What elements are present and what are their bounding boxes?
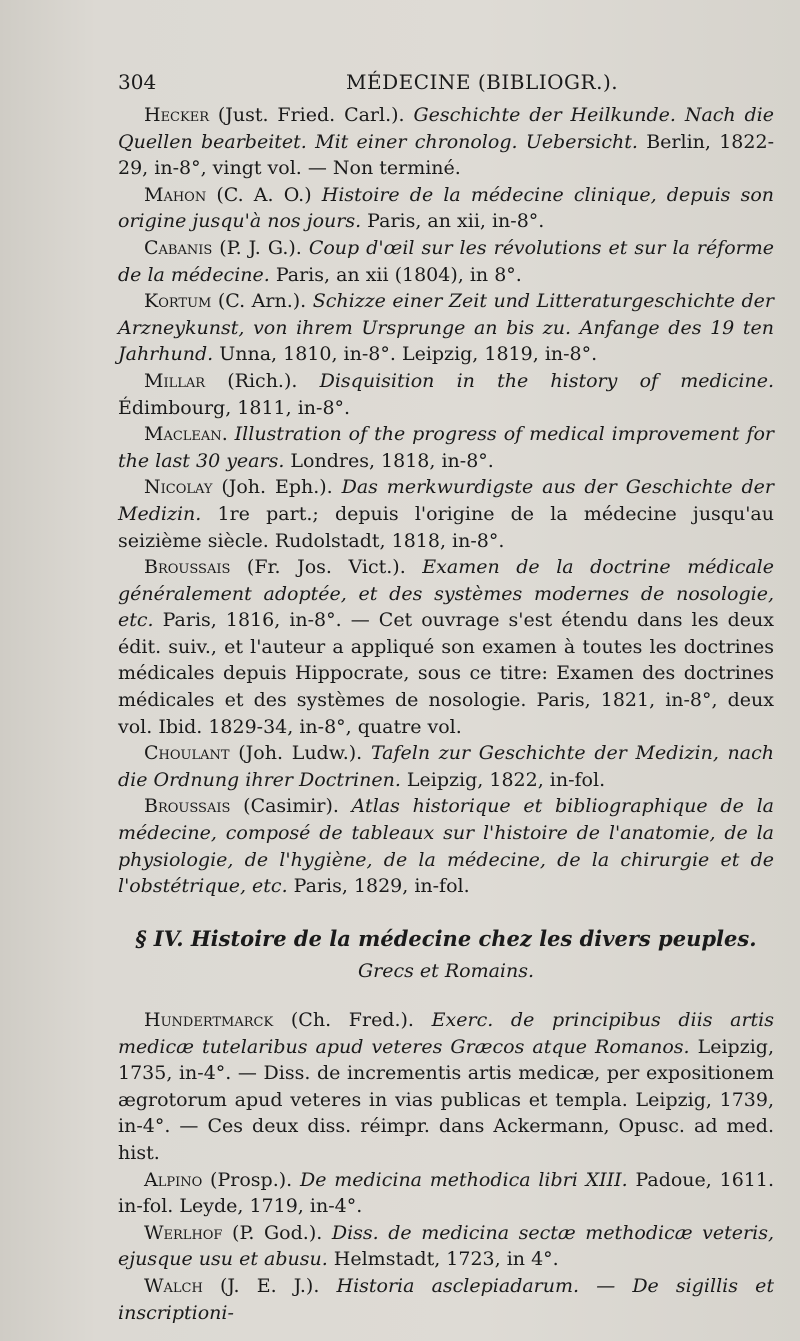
author-details: (Rich.). (205, 369, 320, 392)
page-header (118, 70, 768, 98)
page-number: 304 (118, 70, 157, 94)
author-details: (Fr. Jos. Vict.). (230, 556, 423, 579)
author-details: . (221, 423, 235, 446)
author-name: Kortum (144, 290, 212, 313)
work-title: Exerc. de principibus diis artis medicæ tutelaribus apud veteres Græcos atque Romanos. (118, 1009, 774, 1058)
bibliography-entry (118, 740, 774, 793)
publication-details: Berlin, 1822-29, in-8°, vingt vol. — Non terminé. (118, 130, 774, 180)
author-details: (Joh. Eph.). (212, 476, 342, 499)
author-details: (C. Arn.). (211, 290, 313, 313)
publication-details: Édimbourg, 1811, in-8°. (118, 396, 351, 419)
publication-details: 1re part.; depuis l'origine de la médecine jusqu'au seizième siècle. Rudolstadt, 1818, in-8°. (118, 502, 774, 552)
work-title: Diss. de medicina sectæ methodicæ veteris, ejusque usu et abusu. (118, 1221, 774, 1271)
publication-details: Leipzig, 1735, in-4°. — Diss. de incrementis artis medicæ, per expositionem ægrotorum apud veteres in vias publicas et templa. Leipzig, 1739, in-4°. — Ces deux diss. réimpr. dans Ackermann, Opusc. ad med. hist. (118, 1035, 774, 1164)
author-details: (Ch. Fred.). (273, 1009, 432, 1031)
publication-details: Leipzig, 1822, in-fol. (400, 768, 606, 791)
author-name: Choulant (144, 742, 230, 765)
entries-after (118, 1007, 774, 1326)
bibliography-entry (118, 474, 774, 554)
bibliography-entry (118, 368, 774, 421)
work-title: Tafeln zur Geschichte der Medizin, nach die Ordnung ihrer Doctrinen. (118, 742, 774, 791)
author-name: Hundertmarck (144, 1009, 274, 1031)
work-title: Geschichte der Heilkunde. Nach die Quellen bearbeitet. Mit einer chronolog. Uebersicht. (118, 104, 774, 153)
author-details: (P. J. G.). (212, 236, 309, 259)
bibliography-entry (118, 235, 774, 288)
bibliography-entry (118, 1007, 774, 1167)
author-name: Mahon (144, 183, 207, 206)
bibliography-entry (118, 554, 774, 740)
author-name: Walch (144, 1274, 203, 1297)
author-details: (Just. Fried. Carl.). (209, 104, 414, 126)
bibliography-entry (118, 793, 774, 899)
author-name: Nicolay (144, 476, 213, 499)
publication-details: Helmstadt, 1723, in 4°. (327, 1248, 559, 1271)
running-title: MÉDECINE (BIBLIOGR.). (346, 70, 619, 94)
bibliography-entry (118, 421, 774, 474)
work-title: Historia asclepiadarum. — De sigillis et inscriptioni- (118, 1274, 774, 1324)
publication-details: Londres, 1818, in-8°. (284, 449, 494, 472)
section-heading: § IV. Histoire de la médecine chez les divers peuples. (135, 925, 757, 951)
author-name: Maclean (144, 423, 222, 446)
work-title: Examen de la doctrine médicale généralement adoptée, et des systèmes modernes de nosologie, etc. (118, 556, 774, 632)
work-title: Das merkwurdigste aus der Geschichte der Medizin. (118, 476, 774, 525)
work-title: Illustration of the progress of medical improvement for the last 30 years. (118, 423, 774, 472)
author-name: Cabanis (144, 236, 213, 259)
author-name: Broussais (144, 556, 231, 579)
author-name: Millar (144, 369, 206, 392)
bibliography-entry (118, 1167, 774, 1220)
publication-details: Paris, an xii, in-8°. (361, 210, 545, 233)
author-name: Werlhof (144, 1221, 223, 1244)
publication-details: Paris, an xii (1804), in 8°. (269, 263, 522, 286)
author-details: (C. A. O.) (206, 183, 322, 206)
publication-details: Unna, 1810, in-8°. Leipzig, 1819, in-8°. (213, 343, 598, 366)
publication-details: Paris, 1829, in-fol. (287, 875, 470, 898)
author-details: (Joh. Ludw.). (229, 742, 371, 765)
work-title: De medicina methodica libri XIII. (299, 1168, 628, 1191)
author-details: (J. E. J.). (202, 1274, 337, 1297)
bibliography-entry (118, 1220, 774, 1273)
work-title: Atlas historique et bibliographique de la médecine, composé de tableaux sur l'histoire de l'anatomie, de la physiologie, de l'hygiène, de la médecine, de la chirurgie et de l'obstétrique, etc. (118, 795, 775, 898)
author-name: Hecker (144, 104, 209, 126)
bibliography-entry (118, 102, 774, 182)
author-details: (Prosp.). (202, 1168, 300, 1191)
author-name: Broussais (144, 795, 231, 818)
work-title: Histoire de la médecine clinique, depuis son origine jusqu'à nos jours. (118, 183, 774, 233)
work-title: Schizze einer Zeit und Litteraturgeschichte der Arzneykunst, von ihrem Ursprunge an bis zu. Anfange des 19 ten Jahrhund. (118, 290, 774, 366)
bibliography-entry (118, 182, 774, 235)
author-details: (Casimir). (230, 795, 352, 818)
bibliography-entry (118, 1273, 774, 1326)
work-title: Disquisition in the history of medicine. (319, 369, 774, 392)
work-title: Coup d'œil sur les révolutions et sur la réforme de la médecine. (118, 236, 775, 286)
entries-before (118, 102, 774, 900)
bibliography-entry (118, 288, 774, 368)
subsection-heading: Grecs et Romains. (357, 960, 535, 983)
author-details: (P. God.). (222, 1221, 332, 1244)
bibliography-text (118, 102, 774, 1326)
author-name: Alpino (144, 1168, 203, 1191)
publication-details: Padoue, 1611. in-fol. Leyde, 1719, in-4°. (118, 1168, 774, 1218)
publication-details: Paris, 1816, in-8°. — Cet ouvrage s'est étendu dans les deux édit. suiv., et l'auteur a appliqué son examen à toutes les doctrines médicales depuis Hippocrate, sous ce titre: Examen des doctrines médicales et des systèmes de nosologie. Paris, 1821, in-8°, deux vol. Ibid. 1829-34, in-8°, quatre vol. (118, 609, 774, 738)
